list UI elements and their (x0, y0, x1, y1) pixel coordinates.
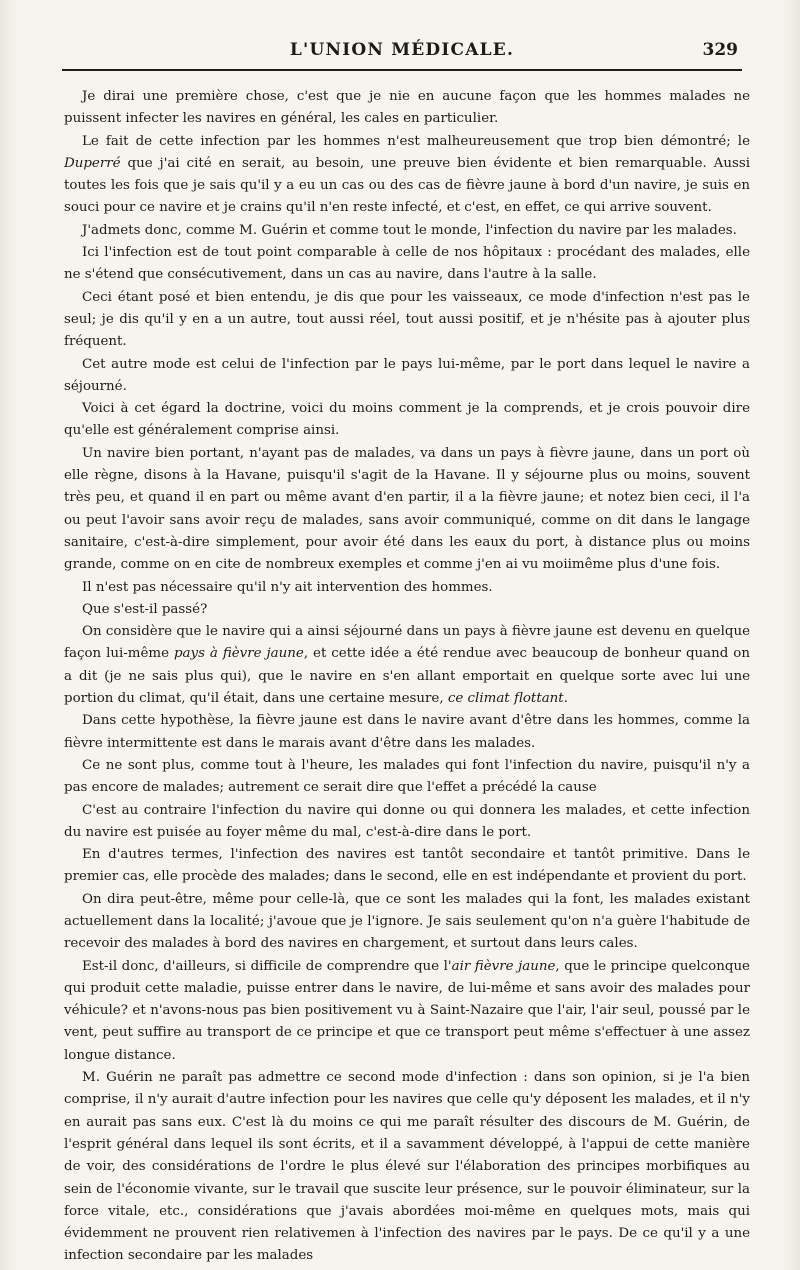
article-body (64, 86, 750, 1268)
italic-phrase: pays à fièvre jaune (173, 646, 304, 662)
paragraph-3: J'admets donc, comme M. Guérin et comme tout le monde, l'infection du navire par les malades. (82, 222, 737, 238)
paragraph-9: Il n'est pas nécessaire qu'il n'y ait intervention des hommes. (82, 579, 493, 595)
paragraph-12: Dans cette hypothèse, la fièvre jaune est dans le navire avant d'être dans les hommes, comme la fièvre intermittente est dans le marais avant d'être dans les malades. (64, 713, 750, 751)
paragraph-13: Ce ne sont plus, comme tout à l'heure, les malades qui font l'infection du navire, puisqu'il n'y a pas encore de malades; autrement ce serait dire que l'effet a précédé la cause (64, 757, 750, 796)
page-header (62, 38, 742, 68)
ship-name-duperre: Duperré (64, 155, 121, 171)
paragraph-10: Que s'est-il passé? (82, 601, 208, 617)
running-title: L'UNION MÉDICALE. (289, 40, 515, 60)
italic-phrase: ce climat flottant (447, 691, 564, 707)
paragraph-6: Cet autre mode est celui de l'infection par le pays lui-même, par le port dans lequel le navire a séjourné. (64, 356, 750, 394)
paragraph-11: On considère que le navire qui a ainsi séjourné dans un pays à fièvre jaune est devenu en quelque façon lui-même pays à fièvre jaune, et cette idée a été rendue avec beaucoup de bonheur quand on a dit (je ne sais plus qui), que le navire en s'en allant emportait en quelque sorte avec lui une portion du climat, qu'il était, dans une certaine mesure, ce climat flottant. (64, 624, 750, 707)
paragraph-7: Voici à cet égard la doctrine, voici du moins comment je la comprends, et je crois pouvoir dire qu'elle est généralement comprise ainsi. (64, 401, 750, 439)
page-number: 329 (702, 40, 738, 60)
italic-phrase: air fièvre jaune (451, 958, 556, 974)
paragraph-14: C'est au contraire l'infection du navire qui donne ou qui donnera les malades, et cette infection du navire est puisée au foyer même du mal, c'est-à-dire dans le port. (64, 802, 750, 840)
paragraph-18: M. Guérin ne paraît pas admettre ce second mode d'infection : dans son opinion, si je l'a bien comprise, il n'y aurait d'autre infection pour les navires que celle qu'y déposent les malades, et il n'y en aurait pas sans eux. C'est là du moins ce qui me paraît résulter des discours de M. Guérin, de l'esprit général dans lequel ils sont écrits, et il a savamment développé, à l'appui de cette manière de voir, des considérations de l'ordre le plus élevé sur l'élaboration des principes morbifiques au sein de l'économie vivante, sur le travail que suscite leur présence, sur le pouvoir éliminateur, sur la force vitale, etc., considérations que j'avais abordées moi-même en quelques mots, mais qui évidemment ne prouvent rien relativemen à l'infection des navires par le pays. De ce qu'il y a une infection secondaire par les malades (64, 1070, 750, 1264)
paragraph-1: Je dirai une première chose, c'est que je nie en aucune façon que les hommes malades ne puissent infecter les navires en général, les cales en particulier. (64, 89, 750, 127)
paragraph-4: Ici l'infection est de tout point comparable à celle de nos hôpitaux : procédant des malades, elle ne s'étend que consécutivement, dans un cas au navire, dans l'autre à la salle. (64, 245, 750, 283)
paragraph-16: On dira peut-être, même pour celle-là, que ce sont les malades qui la font, les malades existant actuellement dans la localité; j'avoue que je l'ignore. Je sais seulement qu'on n'a guère l'habitude de recevoir des malades à bord des navires en chargement, et surtout dans leurs cales. (64, 891, 750, 952)
paragraph-5: Ceci étant posé et bien entendu, je dis que pour les vaisseaux, ce mode d'infection n'est pas le seul; je dis qu'il y en a un autre, tout aussi réel, tout aussi positif, et je n'hésite pas à ajouter plus fréquent. (64, 289, 750, 350)
paragraph-8: Un navire bien portant, n'ayant pas de malades, va dans un pays à fièvre jaune, dans un port où elle règne, disons à la Havane, puisqu'il s'agit de la Havane. Il y séjourne plus ou moins, souvent très peu, et quand il en part ou même avant d'en partir, il a la fièvre jaune; et notez bien ceci, il l'a ou peut l'avoir sans avoir reçu de malades, sans avoir communiqué, comme on dit dans le langage sanitaire, c'est-à-dire simplement, pour avoir été dans les eaux du port, à distance plus ou moins grande, comme on en cite de nombreux exemples et comme j'en ai vu moiimême plus d'une fois. (64, 445, 750, 573)
paragraph-2: Le fait de cette infection par les hommes n'est malheureusement que trop bien démontré; le Duperré que j'ai cité en serait, au besoin, une preuve bien évidente et bien remarquable. Aussi toutes les fois que je sais qu'il y a eu un cas ou des cas de fièvre jaune à bord d'un navire, je suis en souci pour ce navire et je crains qu'il n'en reste infecté, et c'est, en effet, ce qui arrive souvent. (64, 133, 750, 216)
paragraph-17: Est-il donc, d'ailleurs, si difficile de comprendre que l'air fièvre jaune, que le principe quelconque qui produit cette maladie, puisse entrer dans le navire, de lui-même et sans avoir des malades pour véhicule? et n'avons-nous pas bien positivement vu à Saint-Nazaire que l'air, l'air seul, poussé par le vent, peut suffire au transport de ce principe et que ce transport peut même s'effectuer à une assez longue distance. (64, 958, 750, 1063)
header-rule (62, 69, 742, 71)
paragraph-15: En d'autres termes, l'infection des navires est tantôt secondaire et tantôt primitive. Dans le premier cas, elle procède des malades; dans le second, elle en est indépendante et provient du port. (64, 847, 750, 885)
